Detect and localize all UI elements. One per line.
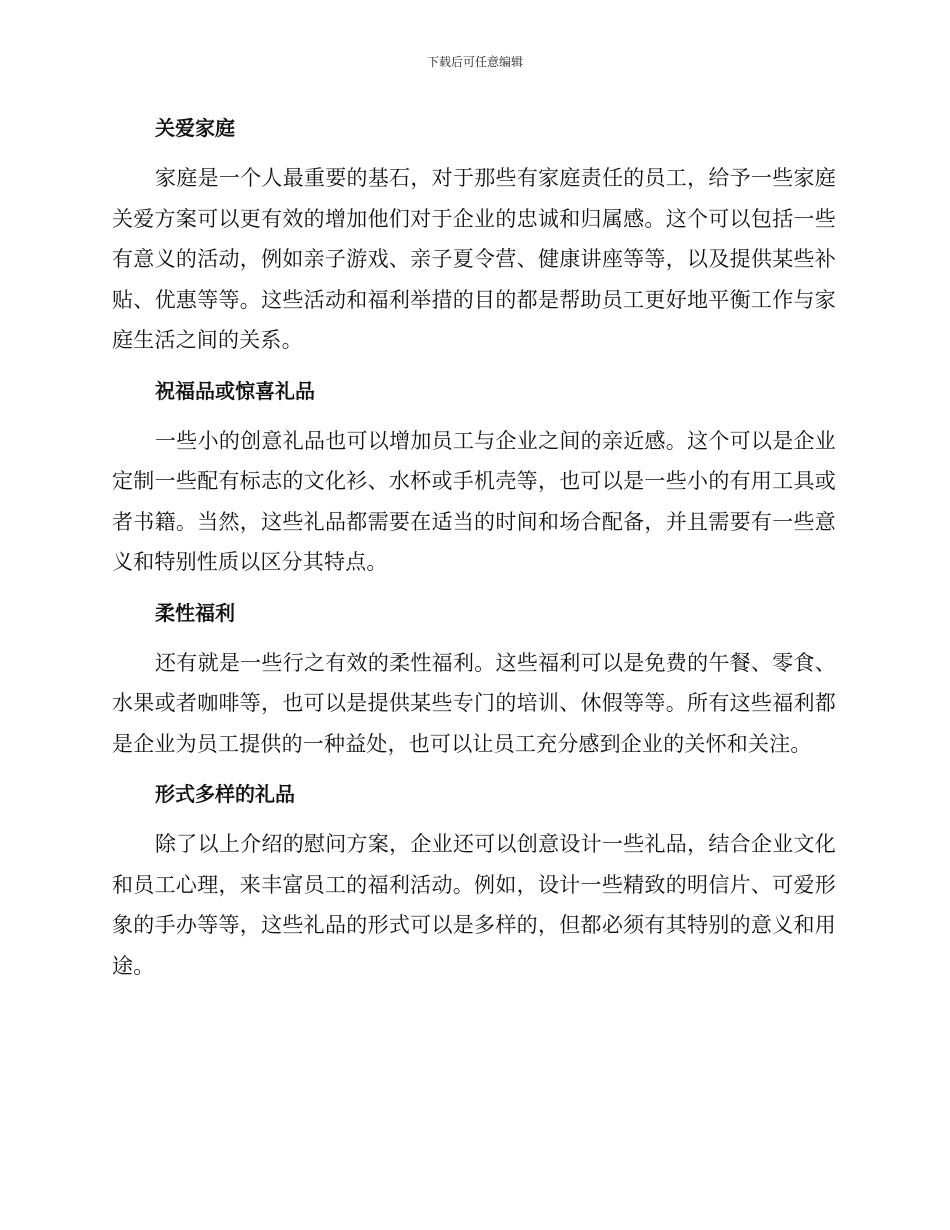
section-body: 除了以上介绍的慰问方案，企业还可以创意设计一些礼品，结合企业文化和员工心理，来丰富员工的福利活动。例如，设计一些精致的明信片、可爱形象的手办等等，这些礼品的形式可以是多样的，但都必须有其特别的意义和用途。 xyxy=(112,832,836,978)
section-heading: 关爱家庭 xyxy=(155,116,235,140)
section-body: 还有就是一些行之有效的柔性福利。这些福利可以是免费的午餐、零食、水果或者咖啡等，也可以是提供某些专门的培训、休假等等。所有这些福利都是企业为员工提供的一种益处，也可以让员工充分感到企业的关怀和关注。 xyxy=(112,650,836,756)
section-heading: 柔性福利 xyxy=(155,600,235,625)
section-gifts-surprises xyxy=(112,371,836,583)
section-diverse-gifts xyxy=(112,774,836,986)
document-content xyxy=(112,108,836,996)
section-body: 一些小的创意礼品也可以增加员工与企业之间的亲近感。这个可以是企业定制一些配有标志的文化衫、水杯或手机壳等，也可以是一些小的有用工具或者书籍。当然，这些礼品都需要在适当的时间和场合配备，并且需要有一些意义和特别性质以区分其特点。 xyxy=(112,428,836,574)
section-flexible-benefits xyxy=(112,593,836,765)
section-family-care xyxy=(112,108,836,361)
section-heading: 祝福品或惊喜礼品 xyxy=(155,378,315,403)
header-note: 下载后可任意编辑 xyxy=(426,55,523,69)
section-heading: 形式多样的礼品 xyxy=(155,782,295,806)
section-body: 家庭是一个人最重要的基石，对于那些有家庭责任的员工，给予一些家庭关爱方案可以更有效的增加他们对于企业的忠诚和归属感。这个可以包括一些有意义的活动，例如亲子游戏、亲子夏令营、健康讲座等等，以及提供某些补贴、优惠等等。这些活动和福利举措的目的都是帮助员工更好地平衡工作与家庭生活之间的关系。 xyxy=(112,166,836,352)
